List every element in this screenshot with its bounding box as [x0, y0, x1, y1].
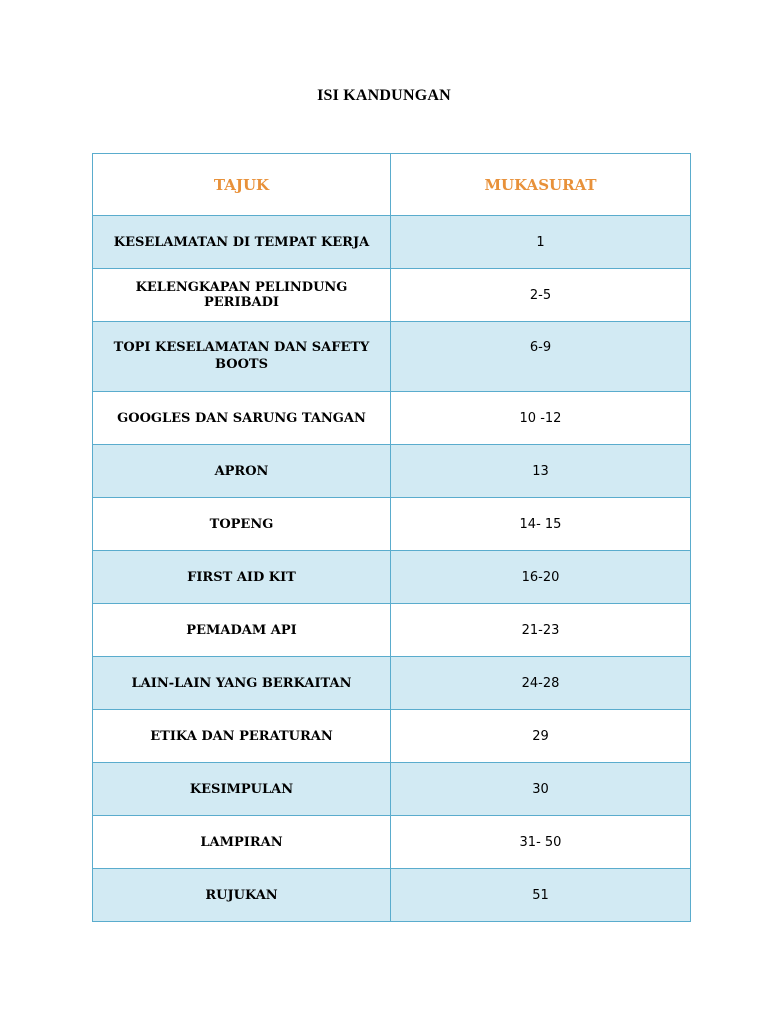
row-topic: KELENGKAPAN PELINDUNG PERIBADI: [93, 269, 391, 322]
row-topic: LAMPIRAN: [93, 816, 391, 869]
page-title: ISI KANDUNGAN: [317, 87, 451, 104]
table-row: [93, 869, 691, 922]
header-page: MUKASURAT: [391, 154, 691, 216]
table-row: [93, 551, 691, 604]
row-page: 2-5: [391, 269, 691, 322]
row-topic: TOPENG: [93, 498, 391, 551]
table-row: [93, 269, 691, 322]
row-page: 29: [391, 710, 691, 763]
table-row: [93, 216, 691, 269]
row-page: 10 -12: [391, 392, 691, 445]
row-page: 13: [391, 445, 691, 498]
row-topic: TOPI KESELAMATAN DAN SAFETY BOOTS: [93, 322, 391, 392]
row-page: 1: [391, 216, 691, 269]
row-page: 24-28: [391, 657, 691, 710]
row-page: 31- 50: [391, 816, 691, 869]
row-topic: ETIKA DAN PERATURAN: [93, 710, 391, 763]
table-row: [93, 445, 691, 498]
row-page: 21-23: [391, 604, 691, 657]
row-page: 51: [391, 869, 691, 922]
table-row: [93, 322, 691, 392]
row-topic: KESELAMATAN DI TEMPAT KERJA: [93, 216, 391, 269]
row-topic: APRON: [93, 445, 391, 498]
table-of-contents: [92, 153, 691, 922]
table-row: [93, 657, 691, 710]
row-page: 30: [391, 763, 691, 816]
row-topic: RUJUKAN: [93, 869, 391, 922]
row-page: 14- 15: [391, 498, 691, 551]
row-page: 6-9: [391, 322, 691, 392]
row-topic: LAIN-LAIN YANG BERKAITAN: [93, 657, 391, 710]
table-row: [93, 710, 691, 763]
table-row: [93, 763, 691, 816]
row-topic: PEMADAM API: [93, 604, 391, 657]
table-row: [93, 392, 691, 445]
table-row: [93, 816, 691, 869]
header-topic: TAJUK: [93, 154, 391, 216]
table-row: [93, 604, 691, 657]
table-header-row: [93, 154, 691, 216]
row-topic: KESIMPULAN: [93, 763, 391, 816]
row-page: 16-20: [391, 551, 691, 604]
row-topic: FIRST AID KIT: [93, 551, 391, 604]
row-topic: GOOGLES DAN SARUNG TANGAN: [93, 392, 391, 445]
table-row: [93, 498, 691, 551]
